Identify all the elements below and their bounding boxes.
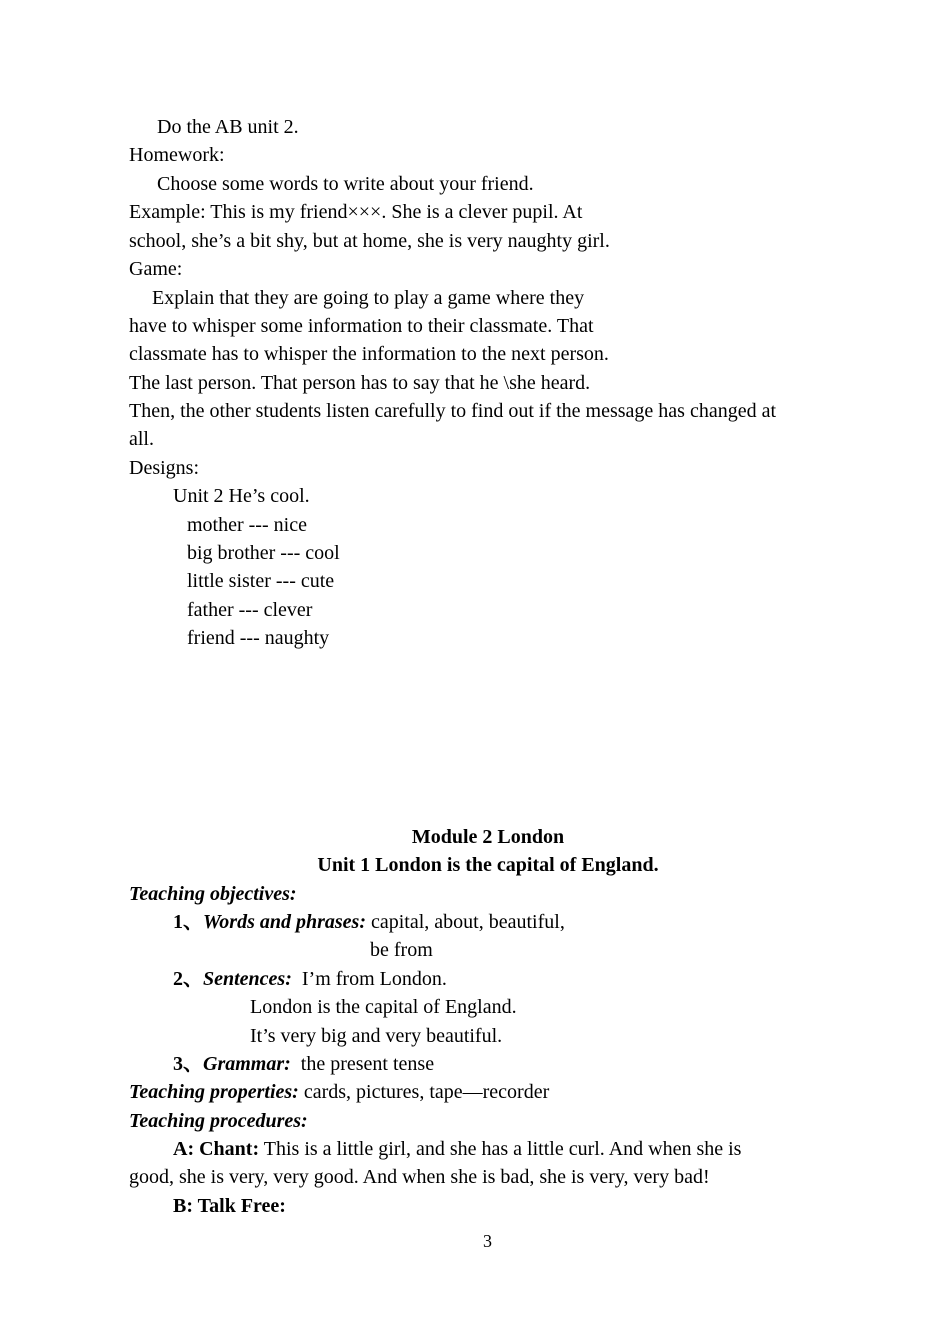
properties-label: Teaching properties:	[129, 1081, 299, 1103]
teaching-properties	[129, 1078, 549, 1106]
homework-text: Choose some words to write about your friend.	[157, 173, 534, 195]
objectives-label: Teaching objectives:	[129, 883, 297, 905]
objective-label: Grammar:	[203, 1053, 291, 1075]
designs-title: Unit 2 He’s cool.	[173, 485, 310, 507]
game-line: all.	[129, 428, 154, 450]
game-label: Game:	[129, 258, 183, 280]
talk-free-label: B: Talk Free:	[173, 1195, 286, 1217]
homework-label: Homework:	[129, 144, 225, 166]
objective-number: 3、	[173, 1053, 203, 1075]
objective-number: 2、	[173, 968, 203, 990]
game-line: The last person. That person has to say that he \she heard.	[129, 372, 591, 394]
designs-label: Designs:	[129, 457, 199, 479]
unit-title: Unit 1 London is the capital of England.	[317, 854, 659, 876]
objective-3	[173, 1050, 434, 1078]
objective-label: Sentences:	[203, 968, 292, 990]
sentence-line: London is the capital of England.	[250, 996, 517, 1018]
chant-line	[173, 1135, 741, 1163]
game-line: classmate has to whisper the information to the next person.	[129, 343, 609, 365]
designs-item: little sister --- cute	[187, 570, 335, 592]
chant-label: A: Chant:	[173, 1138, 260, 1160]
procedures-label: Teaching procedures:	[129, 1110, 308, 1132]
game-line: have to whisper some information to their classmate. That	[129, 315, 594, 337]
objective-label: Words and phrases:	[203, 911, 366, 933]
objective-text: I’m from London.	[291, 968, 447, 990]
ab-unit-line: Do the AB unit 2.	[157, 116, 299, 138]
chant-line-continued: good, she is very, very good. And when she is bad, she is very, very bad!	[129, 1166, 710, 1188]
objective-number: 1、	[173, 911, 203, 933]
designs-item: friend --- naughty	[187, 627, 330, 649]
sentence-line: It’s very big and very beautiful.	[250, 1025, 503, 1047]
properties-text: cards, pictures, tape—recorder	[298, 1081, 550, 1103]
example-line: school, she’s a bit shy, but at home, she is very naughty girl.	[129, 230, 610, 252]
designs-item: big brother --- cool	[187, 542, 340, 564]
game-line: Then, the other students listen carefully to find out if the message has changed at	[129, 400, 777, 422]
game-line: Explain that they are going to play a game where they	[152, 287, 585, 309]
example-line: Example: This is my friend×××. She is a clever pupil. At	[129, 201, 583, 223]
objective-1	[173, 908, 565, 936]
designs-item: mother --- nice	[187, 514, 307, 536]
page-number: 3	[483, 1231, 492, 1251]
objective-2	[173, 965, 447, 993]
objective-text: capital, about, beautiful,	[366, 911, 565, 933]
objective-1-continued: be from	[370, 939, 433, 961]
module-title: Module 2 London	[411, 826, 565, 848]
objective-text: the present tense	[290, 1053, 435, 1075]
designs-item: father --- clever	[187, 599, 313, 621]
chant-text: This is a little girl, and she has a little curl. And when she is	[259, 1138, 742, 1160]
